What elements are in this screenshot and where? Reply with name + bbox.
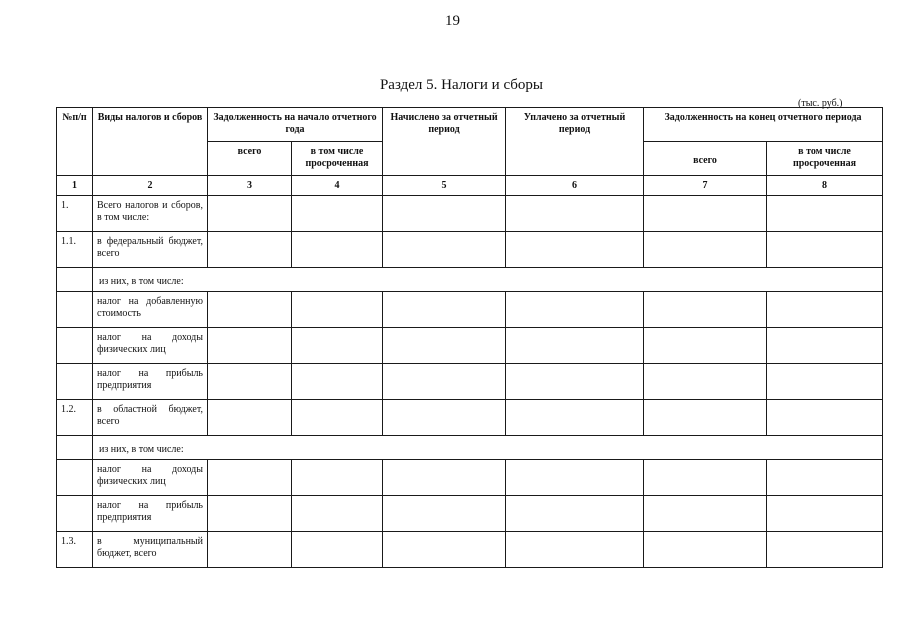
value-cell-col-3[interactable] [208, 532, 292, 568]
value-cell-col-4[interactable] [292, 292, 383, 328]
tax-kind-label: налог на прибыль предприятия [93, 496, 208, 532]
value-cell-col-3[interactable] [208, 196, 292, 232]
column-number-5: 5 [383, 176, 506, 196]
section-title: Раздел 5. Налоги и сборы [379, 77, 544, 93]
column-number-2: 2 [93, 176, 208, 196]
num-cell [57, 292, 93, 328]
value-cell-col-4[interactable] [292, 532, 383, 568]
value-cell-col-5[interactable] [383, 232, 506, 268]
tax-kind-label: налог на доходы физических лиц [93, 328, 208, 364]
value-cell-col-5[interactable] [383, 328, 506, 364]
num-cell [57, 460, 93, 496]
value-cell-col-5[interactable] [383, 532, 506, 568]
table-row [57, 268, 883, 292]
table-row [57, 232, 883, 268]
value-cell-col-8[interactable] [767, 292, 883, 328]
table-row [57, 364, 883, 400]
header-tax-kind: Виды налогов и сборов [93, 108, 208, 176]
header-accrued: Начислено за отчетный период [383, 108, 506, 176]
header-debt-start-overdue: в том числе просроченная [292, 142, 383, 176]
table-row [57, 196, 883, 232]
value-cell-col-4[interactable] [292, 196, 383, 232]
value-cell-col-7[interactable] [644, 196, 767, 232]
tax-kind-label: налог на доходы физических лиц [93, 460, 208, 496]
table-row [57, 496, 883, 532]
value-cell-col-6[interactable] [506, 292, 644, 328]
value-cell-col-6[interactable] [506, 196, 644, 232]
units-note: (тыс. руб.) [798, 98, 843, 109]
value-cell-col-6[interactable] [506, 328, 644, 364]
value-cell-col-3[interactable] [208, 364, 292, 400]
subgroup-label: из них, в том числе: [93, 436, 883, 460]
num-cell: 1. [57, 196, 93, 232]
table-row [57, 460, 883, 496]
value-cell-col-8[interactable] [767, 460, 883, 496]
value-cell-col-4[interactable] [292, 364, 383, 400]
tax-kind-label: в муниципальный бюджет, всего [93, 532, 208, 568]
value-cell-col-7[interactable] [644, 364, 767, 400]
column-number-3: 3 [208, 176, 292, 196]
column-number-row [57, 176, 883, 196]
value-cell-col-4[interactable] [292, 460, 383, 496]
header-paid: Уплачено за отчетный период [506, 108, 644, 176]
header-debt-start-total: всего [208, 142, 292, 176]
value-cell-col-6[interactable] [506, 400, 644, 436]
value-cell-col-3[interactable] [208, 496, 292, 532]
header-debt-end: Задолженность на конец отчетного периода [644, 108, 883, 142]
num-cell: 1.3. [57, 532, 93, 568]
value-cell-col-4[interactable] [292, 400, 383, 436]
page-number: 19 [445, 13, 460, 29]
header-debt-end-overdue: в том числе просроченная [767, 142, 883, 176]
value-cell-col-8[interactable] [767, 400, 883, 436]
value-cell-col-5[interactable] [383, 460, 506, 496]
num-cell [57, 436, 93, 460]
num-cell: 1.1. [57, 232, 93, 268]
tax-kind-label: в областной бюджет, всего [93, 400, 208, 436]
value-cell-col-6[interactable] [506, 532, 644, 568]
value-cell-col-5[interactable] [383, 400, 506, 436]
value-cell-col-8[interactable] [767, 532, 883, 568]
num-cell: 1.2. [57, 400, 93, 436]
value-cell-col-8[interactable] [767, 328, 883, 364]
tax-kind-label: налог на прибыль предприятия [93, 364, 208, 400]
value-cell-col-7[interactable] [644, 532, 767, 568]
num-cell [57, 364, 93, 400]
table-row [57, 292, 883, 328]
table-row [57, 532, 883, 568]
value-cell-col-6[interactable] [506, 496, 644, 532]
value-cell-col-3[interactable] [208, 460, 292, 496]
column-number-6: 6 [506, 176, 644, 196]
value-cell-col-7[interactable] [644, 292, 767, 328]
value-cell-col-7[interactable] [644, 460, 767, 496]
value-cell-col-8[interactable] [767, 196, 883, 232]
value-cell-col-4[interactable] [292, 328, 383, 364]
column-number-4: 4 [292, 176, 383, 196]
value-cell-col-7[interactable] [644, 400, 767, 436]
value-cell-col-3[interactable] [208, 232, 292, 268]
value-cell-col-7[interactable] [644, 496, 767, 532]
table-row [57, 328, 883, 364]
header-num: №п/п [57, 108, 93, 176]
table-row [57, 436, 883, 460]
table-row [57, 400, 883, 436]
value-cell-col-3[interactable] [208, 292, 292, 328]
value-cell-col-5[interactable] [383, 364, 506, 400]
value-cell-col-5[interactable] [383, 496, 506, 532]
num-cell [57, 496, 93, 532]
value-cell-col-6[interactable] [506, 232, 644, 268]
taxes-table [56, 107, 883, 568]
value-cell-col-4[interactable] [292, 496, 383, 532]
value-cell-col-6[interactable] [506, 364, 644, 400]
tax-kind-label: налог на добавленную стоимость [93, 292, 208, 328]
header-debt-start: Задолженность на начало отчетного года [208, 108, 383, 142]
tax-kind-label: в федеральный бюджет, всего [93, 232, 208, 268]
value-cell-col-3[interactable] [208, 400, 292, 436]
value-cell-col-5[interactable] [383, 292, 506, 328]
column-number-8: 8 [767, 176, 883, 196]
value-cell-col-8[interactable] [767, 232, 883, 268]
num-cell [57, 328, 93, 364]
column-number-1: 1 [57, 176, 93, 196]
value-cell-col-8[interactable] [767, 496, 883, 532]
tax-kind-label: Всего налогов и сборов, в том числе: [93, 196, 208, 232]
column-number-7: 7 [644, 176, 767, 196]
value-cell-col-5[interactable] [383, 196, 506, 232]
header-debt-end-total: всего [644, 142, 767, 176]
value-cell-col-7[interactable] [644, 328, 767, 364]
value-cell-col-7[interactable] [644, 232, 767, 268]
value-cell-col-6[interactable] [506, 460, 644, 496]
value-cell-col-4[interactable] [292, 232, 383, 268]
value-cell-col-8[interactable] [767, 364, 883, 400]
num-cell [57, 268, 93, 292]
subgroup-label: из них, в том числе: [93, 268, 883, 292]
value-cell-col-3[interactable] [208, 328, 292, 364]
